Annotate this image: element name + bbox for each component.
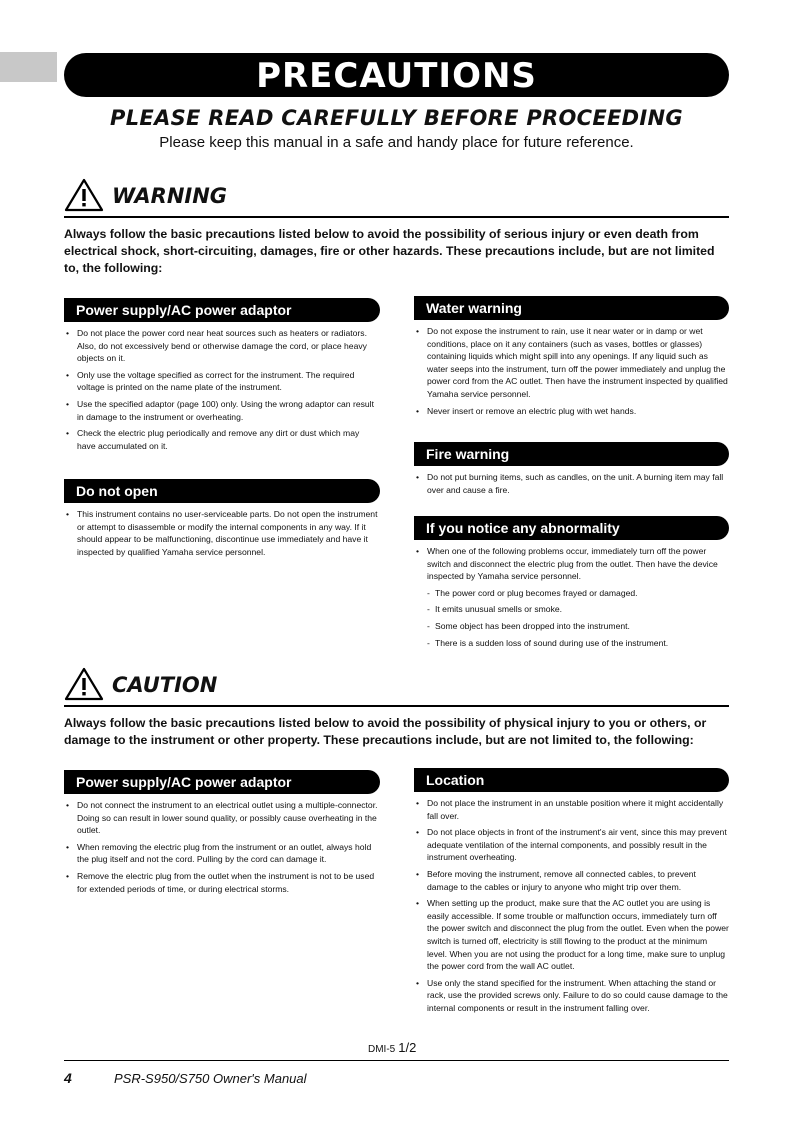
- warning-power-section: [64, 298, 380, 456]
- caution-triangle-icon: [64, 667, 104, 701]
- list-item: • Only use the voltage specified as correct for the instrument. The required voltage is printed on the name plate of the instrument.: [64, 369, 380, 394]
- keep-note: Please keep this manual in a safe and handy place for future reference.: [159, 134, 634, 151]
- list-item: • Do not place the power cord near heat sources such as heaters or radiators. Also, do not excessively bend or otherwise damage the cord, or place heavy objects on it.: [64, 327, 380, 365]
- list-item: • When setting up the product, make sure that the AC outlet you are using is easily accessible. If some trouble or malfunction occurs, immediately turn off the power switch and disconnect the plug from the outlet. Even when the power switch is turned off, electricity is still flowing to the product at the minimum level. When you are not using the product for a long time, make sure to unplug the power cord from the wall AC outlet.: [414, 897, 729, 973]
- warning-fire-list: [414, 471, 729, 496]
- caution-power-list: [64, 799, 380, 895]
- section-tab-marker: [0, 52, 57, 82]
- doc-code: DMI-5: [368, 1044, 396, 1055]
- caution-location-title: Location: [414, 768, 729, 792]
- sub-list-item: - It emits unusual smells or smoke.: [427, 603, 729, 616]
- doc-page: 1/2: [398, 1040, 417, 1055]
- list-item: • Never insert or remove an electric plug with wet hands.: [414, 405, 729, 418]
- list-item-text: When one of the following problems occur, immediately turn off the power switch and disconnect the electric plug from the outlet. Then have the device inspected by Yamaha service personnel.: [427, 546, 718, 582]
- list-item: • Do not put burning items, such as candles, on the unit. A burning item may fall over and cause a fire.: [414, 471, 729, 496]
- list-item: • Do not connect the instrument to an electrical outlet using a multiple-connector. Doing so can result in lower sound quality, or possibly cause overheating in the outlet.: [64, 799, 380, 837]
- document-code: [368, 1040, 416, 1055]
- warning-open-section: [64, 479, 380, 562]
- caution-power-title: Power supply/AC power adaptor: [64, 770, 380, 794]
- warning-rule: [64, 216, 729, 218]
- warning-power-title: Power supply/AC power adaptor: [64, 298, 380, 322]
- list-item: • Do not place the instrument in an unstable position where it might accidentally fall over.: [414, 797, 729, 822]
- list-item: [414, 545, 729, 649]
- warning-heading: [64, 178, 364, 214]
- warning-fire-section: [414, 442, 729, 500]
- list-item: • Check the electric plug periodically and remove any dirt or dust which may have accumulated on it.: [64, 427, 380, 452]
- list-item: • Use only the stand specified for the instrument. When attaching the stand or rack, use the provided screws only. Failure to do so could cause damage to the internal components or result in the instrument falling over.: [414, 977, 729, 1015]
- warning-fire-title: Fire warning: [414, 442, 729, 466]
- page-number: 4: [64, 1070, 72, 1086]
- list-item: • Remove the electric plug from the outlet when the instrument is not to be used for extended periods of time, or during electrical storms.: [64, 870, 380, 895]
- warning-water-section: [414, 296, 729, 421]
- manual-name: PSR-S950/S750 Owner's Manual: [114, 1071, 307, 1086]
- caution-rule: [64, 705, 729, 707]
- warning-abnormality-section: [414, 516, 729, 653]
- warning-water-list: [414, 325, 729, 417]
- list-item: • Do not place objects in front of the instrument's air vent, since this may prevent adequate ventilation of the internal components, and possibly result in the instrument overheating.: [414, 826, 729, 864]
- list-item: • This instrument contains no user-serviceable parts. Do not open the instrument or attempt to disassemble or modify the internal components in any way. If it should appear to be malfunctioning, discontinue use immediately and have it inspected by qualified Yamaha service personnel.: [64, 508, 380, 558]
- caution-intro: Always follow the basic precautions listed below to avoid the possibility of physical injury to you or others, or damage to the instrument or other property. These precautions include, but are not limited to, the following:: [64, 716, 707, 747]
- list-item: • Use the specified adaptor (page 100) only. Using the wrong adaptor can result in damage to the instrument or overheating.: [64, 398, 380, 423]
- warning-water-title: Water warning: [414, 296, 729, 320]
- caution-power-section: [64, 770, 380, 899]
- warning-open-title: Do not open: [64, 479, 380, 503]
- list-item: • Before moving the instrument, remove all connected cables, to prevent damage to the cables or injury to anyone who might trip over them.: [414, 868, 729, 893]
- page-title: PRECAUTIONS: [256, 56, 537, 96]
- sub-list-item: - There is a sudden loss of sound during use of the instrument.: [427, 637, 729, 650]
- list-item: • When removing the electric plug from the instrument or an outlet, always hold the plug itself and not the cord. Pulling by the cord can damage it.: [64, 841, 380, 866]
- list-item: • Do not expose the instrument to rain, use it near water or in damp or wet conditions, place on it any containers (such as vases, bottles or glasses) containing liquids which might spill into any openings. If any liquid such as water seeps into the instrument, turn off the power immediately and unplug the power cord from the AC outlet. Then have the instrument inspected by qualified Yamaha service personnel.: [414, 325, 729, 401]
- warning-triangle-icon: [64, 178, 104, 212]
- warning-abnormality-list: [414, 545, 729, 649]
- warning-heading-text: WARNING: [112, 184, 228, 208]
- caution-heading: [64, 667, 364, 703]
- warning-open-list: [64, 508, 380, 558]
- warning-intro: Always follow the basic precautions listed below to avoid the possibility of serious injury or even death from electrical shock, short-circuiting, damages, fire or other hazards. These precautions include, but are not limited to, the following:: [64, 227, 715, 275]
- caution-heading-text: CAUTION: [112, 673, 218, 697]
- footer-rule: [64, 1060, 729, 1061]
- warning-power-list: [64, 327, 380, 452]
- caution-location-section: [414, 768, 729, 1019]
- sub-list-item: - The power cord or plug becomes frayed or damaged.: [427, 587, 729, 600]
- abnormality-sublist: [427, 587, 729, 649]
- caution-location-list: [414, 797, 729, 1015]
- warning-abnormality-title: If you notice any abnormality: [414, 516, 729, 540]
- page-subtitle: PLEASE READ CAREFULLY BEFORE PROCEEDING: [110, 106, 683, 130]
- sub-list-item: - Some object has been dropped into the instrument.: [427, 620, 729, 633]
